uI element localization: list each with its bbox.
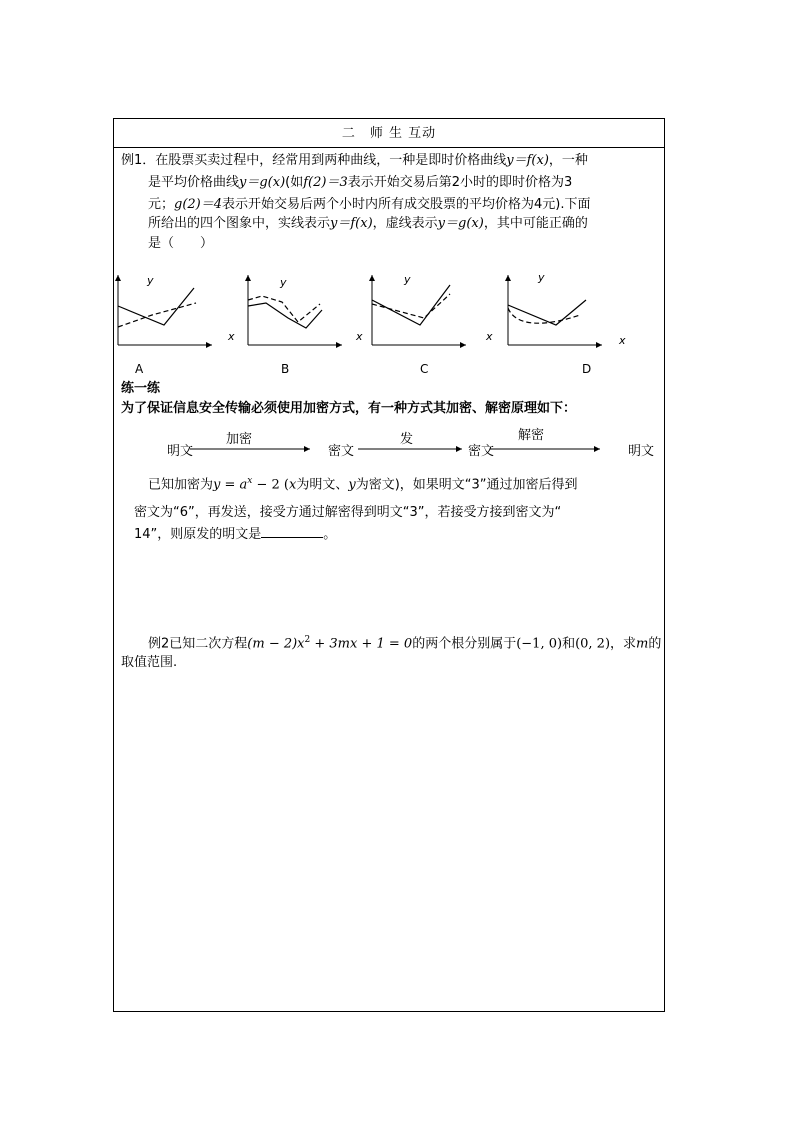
equation: + 3mx + 1 = 0 <box>310 636 413 652</box>
dashed-curve <box>248 296 320 322</box>
example2-line1 <box>148 629 661 655</box>
text: 已知加密为 <box>148 477 214 493</box>
text: (如 <box>285 175 304 190</box>
variable: x <box>289 477 297 493</box>
flow-arrows <box>190 441 690 461</box>
x-axis-label: x <box>228 330 235 343</box>
text: 为明文、 <box>296 477 349 493</box>
flow-node-ciphertext-received: 密文 <box>468 444 495 459</box>
dashed-curve <box>118 303 196 327</box>
practice-line1 <box>148 470 578 496</box>
text: 的 <box>648 636 662 652</box>
text: ，其中可能正确的 <box>483 216 588 231</box>
flow-label-send: 发 <box>400 432 414 447</box>
section-title: 二 师 生 互动 <box>114 119 664 148</box>
graph-d <box>482 270 626 350</box>
example1-line4 <box>148 212 588 235</box>
variable: y <box>348 477 356 493</box>
y-axis-label: y <box>147 274 154 287</box>
y-axis-label: y <box>280 276 287 289</box>
equation: (m − 2)x <box>247 636 305 652</box>
text: 和 <box>562 636 576 652</box>
equation: y＝f(x) <box>506 153 549 168</box>
graph-c <box>352 270 462 350</box>
text: 是平均价格曲线 <box>148 175 240 190</box>
text: ，一种 <box>548 153 588 168</box>
flow-node-ciphertext: 密文 <box>328 444 355 459</box>
graph-label-c: C <box>420 362 429 376</box>
graph-b <box>226 270 336 350</box>
flow-label-encrypt: 加密 <box>226 432 253 447</box>
practice-title: 练一练 <box>121 381 161 396</box>
text: 所给出的四个图象中，实线表示 <box>148 216 331 231</box>
flow-node-plaintext: 明文 <box>167 444 194 459</box>
flow-node-plaintext-result: 明文 <box>628 444 655 459</box>
equation: y＝f(x) <box>330 216 373 231</box>
y-axis-label: y <box>538 271 545 284</box>
practice-line3 <box>134 523 336 546</box>
text: 的两个根分别属于 <box>412 636 517 652</box>
equation: f(2)＝3 <box>303 175 348 190</box>
text: 例2已知二次方程 <box>148 636 248 652</box>
solid-curve <box>508 300 586 325</box>
superscript: 2 <box>304 635 311 645</box>
text: 元； <box>148 197 175 212</box>
text: 表示开始交易后两个小时内所有成交股票的平均价格为4元).下面 <box>222 197 591 212</box>
text: 为密文)，如果明文“3”通过加密后得到 <box>355 477 578 493</box>
practice-line2: 密文为“6”，再发送，接受方通过解密得到明文“3”，若接受方接到密文为“ <box>134 505 562 520</box>
graph-label-a: A <box>135 362 144 376</box>
equation: y = a <box>213 477 248 493</box>
x-axis-label: x <box>356 330 363 343</box>
equation: y＝g(x) <box>239 175 286 190</box>
x-axis-label: x <box>619 334 626 347</box>
text: ，求 <box>610 636 637 652</box>
example1-line2 <box>148 171 572 194</box>
example1-line1 <box>121 149 588 172</box>
practice-intro: 为了保证信息安全传输必须使用加密方式，有一种方式其加密、解密原理如下： <box>121 401 577 416</box>
superscript: x <box>247 476 253 486</box>
text: ，虚线表示 <box>372 216 438 231</box>
equation: g(2)＝4 <box>174 197 223 212</box>
interval: (0, 2) <box>575 636 611 652</box>
equation: y＝g(x) <box>437 216 484 231</box>
x-axis-label: x <box>486 330 493 343</box>
text: 。 <box>323 527 337 542</box>
variable: m <box>636 636 649 652</box>
text: 表示开始交易后第2小时的即时价格为3 <box>347 175 573 190</box>
solid-curve <box>248 303 322 328</box>
flow-label-decrypt: 解密 <box>518 428 545 443</box>
answer-blank[interactable] <box>261 523 323 538</box>
dashed-curve <box>508 308 580 323</box>
graph-a <box>112 270 212 350</box>
text: 例1．在股票买卖过程中，经常用到两种曲线，一种是即时价格曲线 <box>121 153 507 168</box>
interval: (−1, 0) <box>516 636 563 652</box>
example2-line2: 取值范围. <box>121 655 178 670</box>
y-axis-label: y <box>404 273 411 286</box>
graph-label-d: D <box>582 362 592 376</box>
example1-line5: 是（ ） <box>148 236 214 251</box>
graph-label-b: B <box>281 362 290 376</box>
equation: − 2 ( <box>252 477 289 493</box>
text: 14”，则原发的明文是 <box>134 527 262 542</box>
